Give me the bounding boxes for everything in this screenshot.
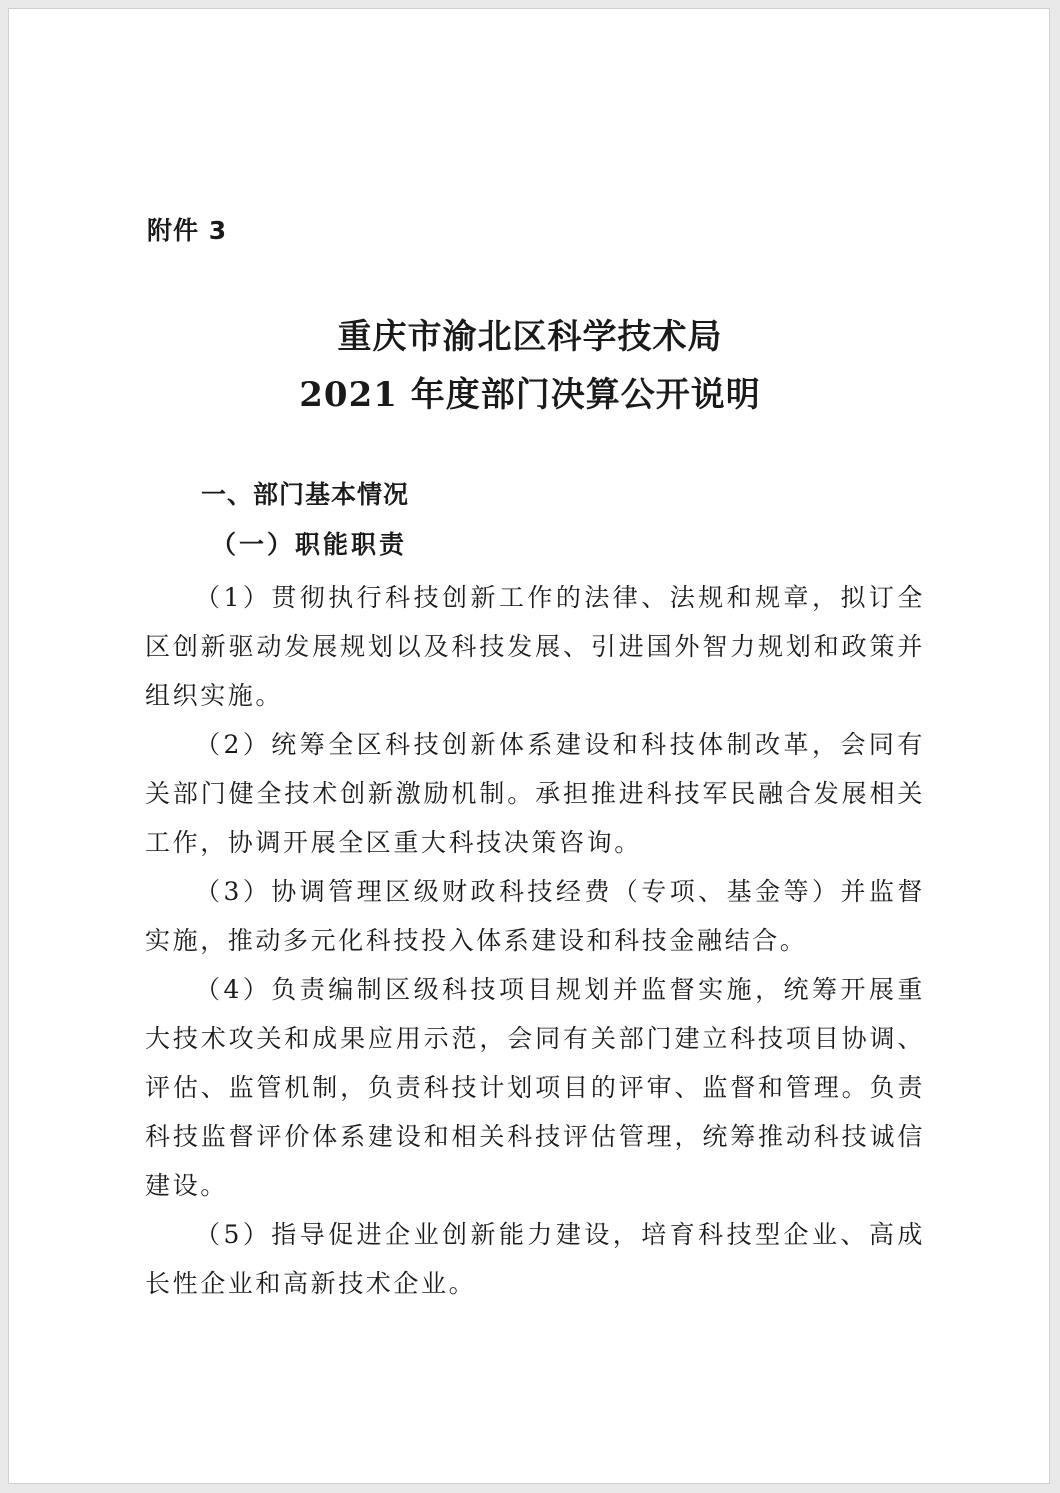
section-heading: 一、部门基本情况 — [201, 480, 410, 509]
document-title-line-1: 重庆市渝北区科学技术局 — [337, 317, 723, 357]
document-title-line-2: 2021 年度部门决算公开说明 — [299, 375, 761, 415]
paragraph-4: （4）负责编制区级科技项目规划并监督实施，统筹开展重大技术攻关和成果应用示范，会同有关部门建立科技项目协调、评估、监管机制，负责科技计划项目的评审、监督和管理。负责科技监督评价体系建设和相关科技评估管理，统筹推动科技诚信建设。 — [145, 975, 925, 1200]
paragraph-5: （5）指导促进企业创新能力建设，培育科技型企业、高成长性企业和高新技术企业。 — [145, 1220, 925, 1298]
document-page — [8, 8, 1050, 1484]
paragraph-3: （3）协调管理区级财政科技经费（专项、基金等）并监督实施，推动多元化科技投入体系建设和科技金融结合。 — [145, 877, 925, 955]
document-body — [145, 573, 925, 1308]
subsection-heading: （一）职能职责 — [211, 530, 408, 559]
attachment-label: 附件 3 — [147, 216, 228, 245]
paragraph-2: （2）统筹全区科技创新体系建设和科技体制改革，会同有关部门健全技术创新激励机制。承担推进科技军民融合发展相关工作，协调开展全区重大科技决策咨询。 — [145, 730, 925, 857]
paragraph-1: （1）贯彻执行科技创新工作的法律、法规和规章，拟订全区创新驱动发展规划以及科技发展、引进国外智力规划和政策并组织实施。 — [145, 583, 925, 710]
